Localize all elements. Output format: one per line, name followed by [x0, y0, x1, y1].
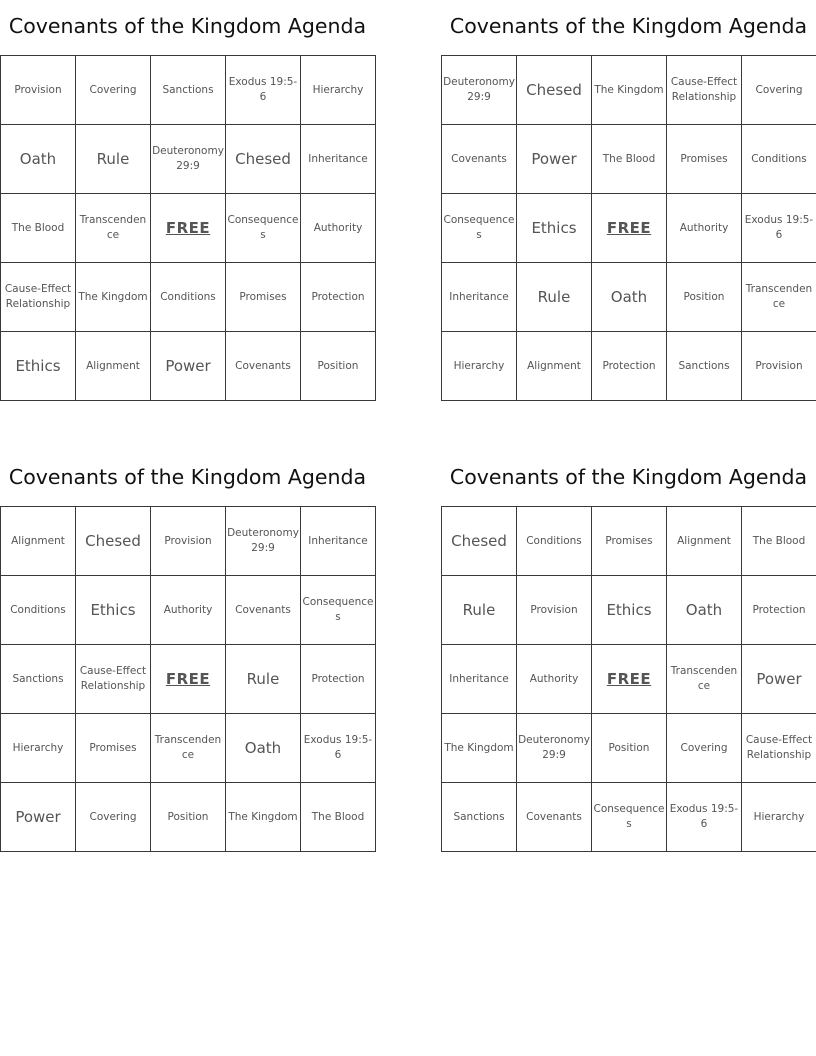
- grid-row: [442, 194, 816, 263]
- bingo-cell: Chesed: [226, 125, 301, 194]
- bingo-cell: Exodus 19:5-6: [667, 783, 742, 852]
- bingo-cell: Conditions: [151, 263, 226, 332]
- bingo-cell: Exodus 19:5-6: [226, 56, 301, 125]
- bingo-cell: Covering: [76, 783, 151, 852]
- bingo-cell: Conditions: [517, 507, 592, 576]
- bingo-cell: Deuteronomy 29:9: [442, 56, 517, 125]
- bingo-cell: Oath: [592, 263, 667, 332]
- grid-row: [442, 56, 816, 125]
- grid-row: [442, 507, 816, 576]
- bingo-cell: Inheritance: [442, 263, 517, 332]
- grid-row: [1, 645, 376, 714]
- grid-row: [442, 714, 816, 783]
- bingo-cell: Promises: [76, 714, 151, 783]
- bingo-cell: Position: [151, 783, 226, 852]
- bingo-cell: Provision: [151, 507, 226, 576]
- bingo-cell: Deuteronomy 29:9: [226, 507, 301, 576]
- bingo-cell: Rule: [442, 576, 517, 645]
- grid-row: [442, 263, 816, 332]
- grid-row: [1, 194, 376, 263]
- bingo-cell: Deuteronomy 29:9: [151, 125, 226, 194]
- bingo-cell: Chesed: [517, 56, 592, 125]
- bingo-cell: Hierarchy: [442, 332, 517, 401]
- bingo-cell: Rule: [226, 645, 301, 714]
- bingo-cell: Position: [301, 332, 376, 401]
- grid-row: [442, 576, 816, 645]
- bingo-cell: Consequences: [442, 194, 517, 263]
- bingo-cell: Rule: [517, 263, 592, 332]
- bingo-cell: Covering: [667, 714, 742, 783]
- bingo-cell: Authority: [517, 645, 592, 714]
- grid-row: [442, 783, 816, 852]
- bingo-cell: Conditions: [1, 576, 76, 645]
- bingo-cell: Provision: [1, 56, 76, 125]
- grid-row: [1, 263, 376, 332]
- bingo-cell: Power: [517, 125, 592, 194]
- bingo-cell: Oath: [667, 576, 742, 645]
- bingo-cell: Power: [742, 645, 816, 714]
- grid-row: [442, 125, 816, 194]
- bingo-cell: Rule: [76, 125, 151, 194]
- bingo-cell: Ethics: [517, 194, 592, 263]
- bingo-cell: Sanctions: [442, 783, 517, 852]
- bingo-cell: Exodus 19:5-6: [742, 194, 816, 263]
- bingo-cell: Exodus 19:5-6: [301, 714, 376, 783]
- bingo-cell: Consequences: [301, 576, 376, 645]
- bingo-cell: Hierarchy: [301, 56, 376, 125]
- card-title: Covenants of the Kingdom Agenda: [449, 465, 808, 489]
- card-title: Covenants of the Kingdom Agenda: [449, 14, 808, 38]
- bingo-cell: Cause-Effect Relationship: [742, 714, 816, 783]
- bingo-cell: Power: [1, 783, 76, 852]
- bingo-cell: Transcendence: [667, 645, 742, 714]
- grid-row: [1, 507, 376, 576]
- free-cell: FREE: [151, 645, 226, 714]
- bingo-cell: The Blood: [301, 783, 376, 852]
- bingo-cell: Oath: [1, 125, 76, 194]
- bingo-cell: The Kingdom: [226, 783, 301, 852]
- bingo-cell: Inheritance: [442, 645, 517, 714]
- grid-row: [442, 332, 816, 401]
- grid-row: [1, 125, 376, 194]
- bingo-cell: Hierarchy: [1, 714, 76, 783]
- bingo-cell: Covering: [742, 56, 816, 125]
- bingo-cell: Covenants: [517, 783, 592, 852]
- grid-row: [1, 714, 376, 783]
- bingo-cell: The Kingdom: [592, 56, 667, 125]
- bingo-cell: Ethics: [1, 332, 76, 401]
- bingo-cell: Authority: [667, 194, 742, 263]
- bingo-cell: Promises: [226, 263, 301, 332]
- bingo-cell: Chesed: [76, 507, 151, 576]
- bingo-cell: Sanctions: [1, 645, 76, 714]
- bingo-cell: The Kingdom: [442, 714, 517, 783]
- bingo-grid: [0, 55, 376, 401]
- bingo-cell: Oath: [226, 714, 301, 783]
- bingo-cell: Ethics: [592, 576, 667, 645]
- bingo-grid: [0, 506, 376, 852]
- bingo-cell: Promises: [592, 507, 667, 576]
- bingo-cell: Power: [151, 332, 226, 401]
- bingo-cell: Cause-Effect Relationship: [76, 645, 151, 714]
- free-cell: FREE: [592, 645, 667, 714]
- bingo-cell: Cause-Effect Relationship: [1, 263, 76, 332]
- bingo-cell: Covenants: [226, 576, 301, 645]
- bingo-cell: Authority: [301, 194, 376, 263]
- bingo-cell: Covenants: [226, 332, 301, 401]
- bingo-cell: Consequences: [592, 783, 667, 852]
- bingo-cell: Alignment: [1, 507, 76, 576]
- bingo-cell: The Kingdom: [76, 263, 151, 332]
- bingo-cell: Covering: [76, 56, 151, 125]
- bingo-cell: Protection: [592, 332, 667, 401]
- grid-row: [1, 783, 376, 852]
- bingo-cell: Inheritance: [301, 125, 376, 194]
- bingo-cell: Chesed: [442, 507, 517, 576]
- bingo-cell: The Blood: [742, 507, 816, 576]
- bingo-cell: Alignment: [667, 507, 742, 576]
- grid-row: [1, 56, 376, 125]
- bingo-cell: Provision: [517, 576, 592, 645]
- bingo-cell: Promises: [667, 125, 742, 194]
- bingo-cell: Sanctions: [667, 332, 742, 401]
- bingo-cell: Conditions: [742, 125, 816, 194]
- bingo-cell: Alignment: [76, 332, 151, 401]
- bingo-cell: The Blood: [1, 194, 76, 263]
- bingo-cell: Hierarchy: [742, 783, 816, 852]
- free-cell: FREE: [592, 194, 667, 263]
- bingo-cell: Protection: [301, 645, 376, 714]
- bingo-cell: Deuteronomy 29:9: [517, 714, 592, 783]
- bingo-grid: [441, 506, 816, 852]
- bingo-cell: The Blood: [592, 125, 667, 194]
- bingo-cell: Position: [592, 714, 667, 783]
- bingo-cell: Protection: [742, 576, 816, 645]
- bingo-cell: Transcendence: [742, 263, 816, 332]
- bingo-cell: Ethics: [76, 576, 151, 645]
- bingo-cell: Covenants: [442, 125, 517, 194]
- grid-row: [442, 645, 816, 714]
- bingo-cell: Alignment: [517, 332, 592, 401]
- bingo-cell: Provision: [742, 332, 816, 401]
- bingo-cell: Sanctions: [151, 56, 226, 125]
- bingo-cell: Authority: [151, 576, 226, 645]
- free-cell: FREE: [151, 194, 226, 263]
- bingo-cell: Cause-Effect Relationship: [667, 56, 742, 125]
- grid-row: [1, 576, 376, 645]
- bingo-cell: Protection: [301, 263, 376, 332]
- bingo-cell: Transcendence: [76, 194, 151, 263]
- bingo-cell: Inheritance: [301, 507, 376, 576]
- card-title: Covenants of the Kingdom Agenda: [8, 465, 367, 489]
- bingo-cell: Position: [667, 263, 742, 332]
- bingo-cell: Consequences: [226, 194, 301, 263]
- grid-row: [1, 332, 376, 401]
- card-title: Covenants of the Kingdom Agenda: [8, 14, 367, 38]
- bingo-grid: [441, 55, 816, 401]
- bingo-cell: Transcendence: [151, 714, 226, 783]
